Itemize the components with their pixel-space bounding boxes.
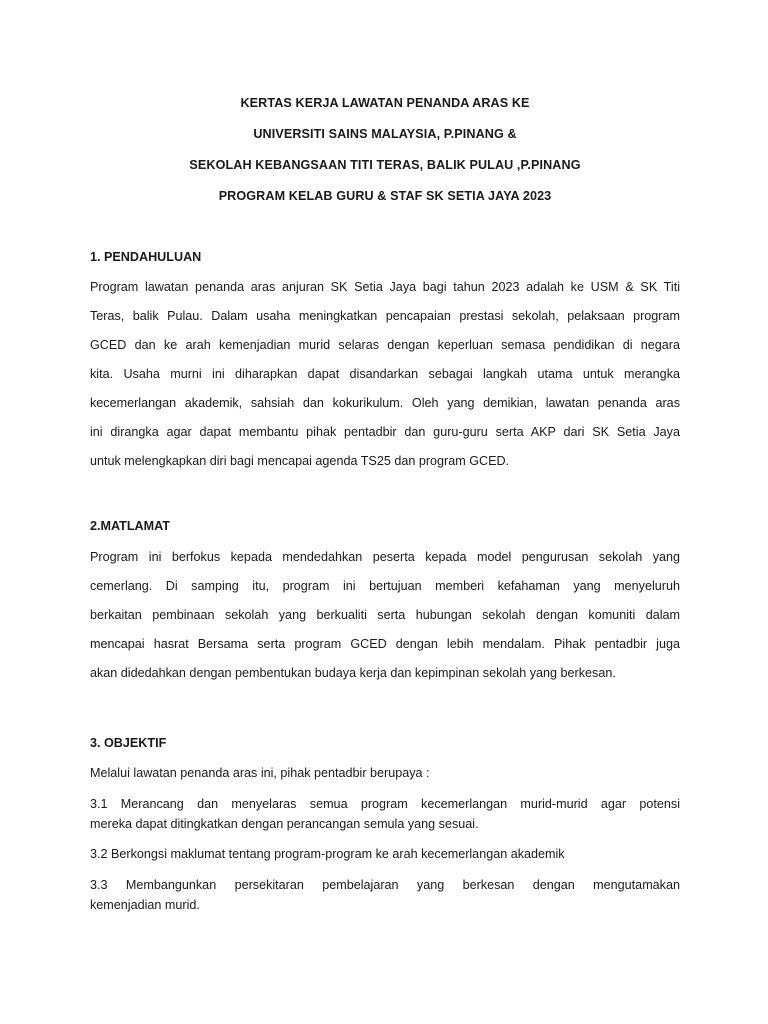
- section-2-heading: 2.MATLAMAT: [90, 519, 170, 533]
- title-line-2: UNIVERSITI SAINS MALAYSIA, P.PINANG &: [253, 127, 517, 141]
- objective-line: mereka dapat ditingkatkan dengan perancangan semula yang sesuai.: [90, 817, 479, 831]
- objective-intro: Melalui lawatan penanda aras ini, pihak pentadbir berupaya :: [90, 766, 430, 780]
- title-line-3: SEKOLAH KEBANGSAAN TITI TERAS, BALIK PULAU ,P.PINANG: [189, 158, 581, 172]
- objective-item-3-2: 3.2 Berkongsi maklumat tentang program-program ke arah kecemerlangan akademik: [90, 847, 565, 861]
- objective-line: 3.1 Merancang dan menyelaras semua program kecemerlangan murid-murid agar potensi: [90, 797, 680, 811]
- section-1-paragraph: [90, 278, 680, 481]
- paragraph-line: mencapai hasrat Bersama serta program GCED dengan lebih mendalam. Pihak pentadbir juga: [90, 637, 680, 651]
- section-1-heading: 1. PENDAHULUAN: [90, 250, 202, 264]
- section-2-paragraph: [90, 548, 680, 693]
- paragraph-line: ini dirangka agar dapat membantu pihak pentadbir dan guru-guru serta AKP dari SK Setia Jaya: [90, 425, 680, 439]
- objective-line: kemenjadian murid.: [90, 898, 200, 912]
- objective-item-3-3: [90, 876, 680, 916]
- paragraph-line: Program ini berfokus kepada mendedahkan peserta kepada model pengurusan sekolah yang: [90, 550, 680, 564]
- objective-line: 3.3 Membangunkan persekitaran pembelajaran yang berkesan dengan mengutamakan: [90, 878, 680, 892]
- title-line-1: KERTAS KERJA LAWATAN PENANDA ARAS KE: [240, 96, 530, 110]
- paragraph-line: berkaitan pembinaan sekolah yang berkualiti serta hubungan sekolah dengan komuniti dalam: [90, 608, 680, 622]
- paragraph-line: kita. Usaha murni ini diharapkan dapat disandarkan sebagai langkah utama untuk merangka: [90, 367, 680, 381]
- title-line-4: PROGRAM KELAB GURU & STAF SK SETIA JAYA 2023: [218, 189, 552, 203]
- section-3-heading: 3. OBJEKTIF: [90, 736, 167, 750]
- paragraph-line: Teras, balik Pulau. Dalam usaha meningkatkan pencapaian prestasi sekolah, pelaksaan program: [90, 309, 680, 323]
- paragraph-line: GCED dan ke arah kemenjadian murid selaras dengan keperluan semasa pendidikan di negara: [90, 338, 680, 352]
- paragraph-line: untuk melengkapkan diri bagi mencapai agenda TS25 dan program GCED.: [90, 454, 510, 468]
- paragraph-line: akan didedahkan dengan pembentukan budaya kerja dan kepimpinan sekolah yang berkesan.: [90, 666, 616, 680]
- objective-item-3-1: [90, 795, 680, 835]
- paragraph-line: Program lawatan penanda aras anjuran SK Setia Jaya bagi tahun 2023 adalah ke USM & SK Titi: [90, 280, 680, 294]
- document-title: [90, 93, 680, 217]
- paragraph-line: kecemerlangan akademik, sahsiah dan kokurikulum. Oleh yang demikian, lawatan penanda aras: [90, 396, 680, 410]
- paragraph-line: cemerlang. Di samping itu, program ini bertujuan memberi kefahaman yang menyeluruh: [90, 579, 680, 593]
